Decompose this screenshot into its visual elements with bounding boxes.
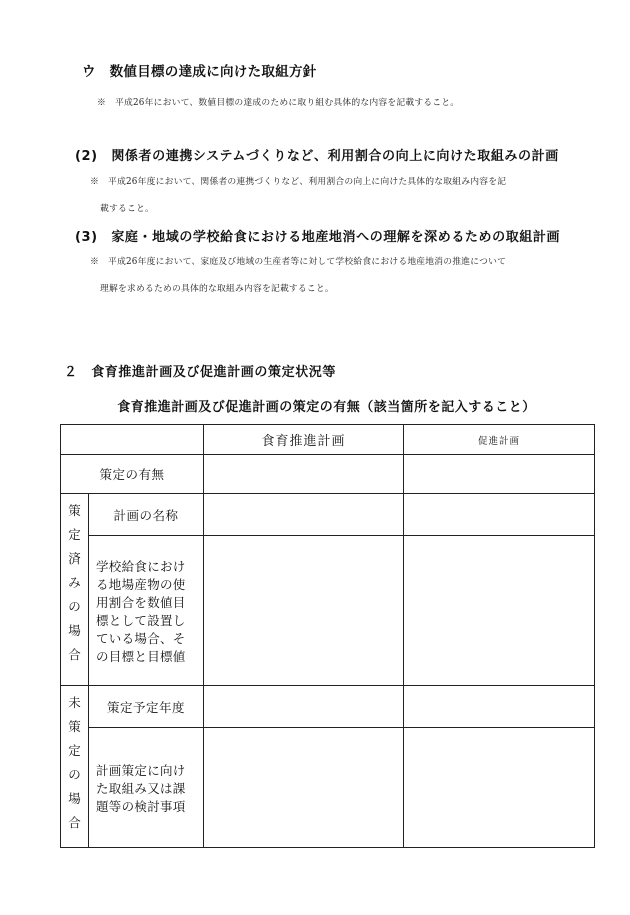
item3-note-line2: 理解を求めるための具体的な取組み内容を記載すること。 <box>100 284 334 294</box>
col-header-promotion-plan: 促進計画 <box>404 425 595 455</box>
cell-status-promotion[interactable] <box>404 455 595 494</box>
cell-plan-name-promotion[interactable] <box>404 494 595 536</box>
cell-plan-name-shokuiku[interactable] <box>204 494 404 536</box>
item3-heading-local-consumption: (3) 家庭・地域の学校給食における地産地消への理解を深めるための取組計画 <box>75 230 561 245</box>
group-label-formulated: 策 定 済 み の 場 合 <box>61 494 89 686</box>
cell-planned-year-shokuiku[interactable] <box>204 686 404 728</box>
group-label-not-formulated: 未 策 定 の 場 合 <box>61 686 89 848</box>
section-u-heading: ウ 数値目標の達成に向けた取組方針 <box>82 64 317 80</box>
table-header-row <box>61 425 595 455</box>
table-row <box>61 536 595 686</box>
item3-note-line1: ※ 平成26年度において、家庭及び地域の生産者等に対して学校給食における地産地消の推進について <box>90 257 507 267</box>
section-u-note: ※ 平成26年において、数値目標の達成のために取り組む具体的な内容を記載すること。 <box>97 98 460 108</box>
table-row <box>61 494 595 536</box>
cell-planned-year-promotion[interactable] <box>404 686 595 728</box>
row-label-initiatives: 計画策定に向け た取組み又は課 題等の検討事項 <box>89 728 204 848</box>
table-row <box>61 686 595 728</box>
row-label-plan-name: 計画の名称 <box>89 494 204 536</box>
row-label-target-value: 学校給食におけ る地場産物の使 用割合を数値目 標として設置し ている場合、そ の目標と目標値 <box>89 536 204 686</box>
row-label-planned-year: 策定予定年度 <box>89 686 204 728</box>
row-label-status: 策定の有無 <box>61 455 204 494</box>
item2-heading-coordination: (2) 関係者の連携システムづくりなど、利用割合の向上に向けた取組みの計画 <box>75 149 559 164</box>
cell-initiatives-shokuiku[interactable] <box>204 728 404 848</box>
table-row <box>61 455 595 494</box>
cell-initiatives-promotion[interactable] <box>404 728 595 848</box>
cell-target-shokuiku[interactable] <box>204 536 404 686</box>
header-empty-cell <box>61 425 204 455</box>
item2-note-line2: 載すること。 <box>100 204 154 214</box>
table-row <box>61 728 595 848</box>
table-caption: 食育推進計画及び促進計画の策定の有無（該当箇所を記入すること） <box>117 400 536 415</box>
plan-status-table <box>60 424 595 848</box>
cell-target-promotion[interactable] <box>404 536 595 686</box>
item2-note-line1: ※ 平成26年度において、関係者の連携づくりなど、利用割合の向上に向けた具体的な取組み内容を記 <box>90 177 507 187</box>
section2-heading: ２ 食育推進計画及び促進計画の策定状況等 <box>64 365 337 380</box>
col-header-shokuiku-plan: 食育推進計画 <box>204 425 404 455</box>
cell-status-shokuiku[interactable] <box>204 455 404 494</box>
